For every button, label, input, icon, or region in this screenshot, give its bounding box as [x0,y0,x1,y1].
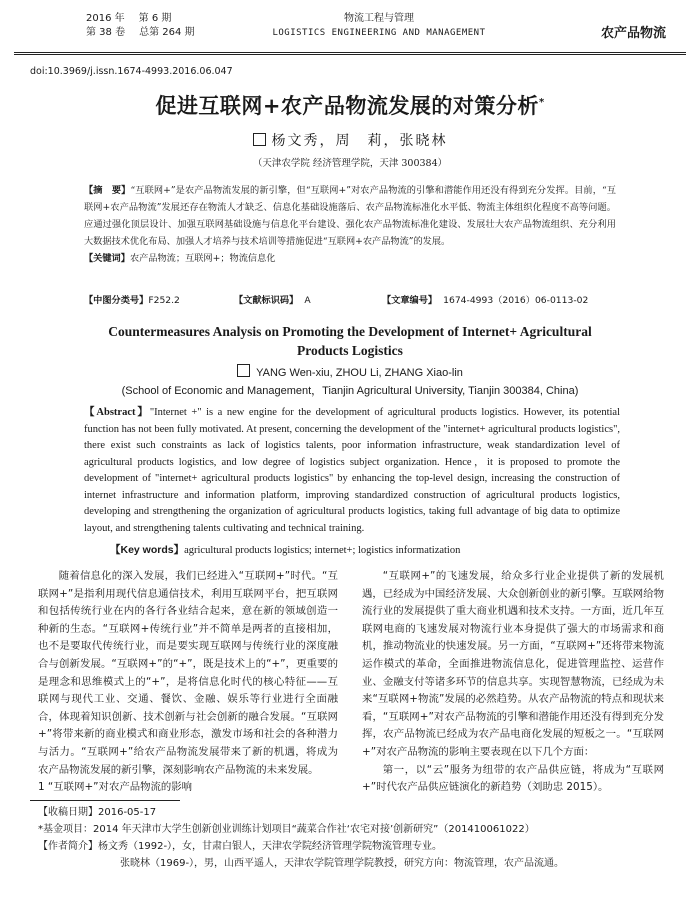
title-cn-text: 促进互联网+农产品物流发展的对策分析 [155,94,539,118]
abstract-en-text: "Internet +" is a new engine for the development of agricultural products logistics. However, its potential function has not been fully motivated. At present, concerning the development of the "internet+ agricultural products logistics", there exist such constraints as lack of logistics talents, poor information infrastructure, weak standardization level of agricultural products logistics, and low degree of logistics subject organization. Hence，it is proposed to promote the development of "internet+ agricultural products logistics" by enhancing the top-level design, increasing the construction of internet infrastructure and information platform, improving standardized construction of agricultural products logistics, developing and strengthening the organization of agricultural products logistics, taking full advantage of big data to optimize layout, and strengthening talents cultivating and technical training. [84,407,620,534]
header-rule-second [14,54,686,55]
body-paragraph: 第一，以“云”服务为纽带的农产品供应链，将成为“互联网+”时代农产品供应链演化的新趋势（刘助忠 2015）。 [362,763,664,794]
keywords-en-label: 【Key words】 [110,544,185,556]
article-label: 【文章编号】 [382,295,438,306]
affiliation-cn: （天津农学院 经济管理学院，天津 300384） [252,158,448,169]
footnotes [38,804,670,872]
article-value: 1674-4993（2016）06-0113-02 [443,295,589,306]
issue-total: 总第 264 期 [139,27,195,38]
clc-label: 【中图分类号】 [84,295,149,306]
checkbox-square-icon [253,133,266,146]
fund-note: *基金项目：2014 年天津市大学生创新创业训练计划项目“蔬菜合作社‘农宅对接’创新研究”（201410061022） [38,824,535,835]
keywords-cn [84,250,616,267]
abstract-cn [84,182,616,267]
title-footnote-mark: * [538,97,545,108]
doc-code [234,292,311,306]
abstract-en-label: 【Abstract】 [84,407,150,418]
journal-name-cn: 物流工程与管理 [344,13,414,24]
checkbox-square-icon [237,364,250,377]
article-title-cn [0,90,700,120]
abstract-cn-body [84,182,616,250]
body-paragraph: 随着信息化的深入发展，我们已经进入“互联网+”时代。“互联网+”是指利用现代信息通信技术，利用互联网平台，把互联网和包括传统行业在内的各行各业结合起来，意在新的领域创造一种新的生态。“互联网+传统行业”并不简单是两者的直接相加，也不是要取代传统行业，而是要实现互联网与传统行业的深度融合与创新发展。“互联网+”的“+”，既是技术上的“+”，更重要的是理念和思维模式上的“+”，是将信息化时代的核心特征——互联网与现代工业、交通、餐饮、金融、娱乐等行业进行全面融合，体现着知识创新、技术创新与社会创新的融合发展。“互联网+”将带来新的商业模式和商业形态，激发市场和社会的各种潜力与活力。“互联网+”给农产品物流发展带来了新的机遇，将成为农产品物流发展的新引擎，深刻影响农产品物流的未来发展。 [38,570,338,776]
abstract-en [84,405,620,537]
authors-en-text: YANG Wen-xiu, ZHOU Li, ZHANG Xiao-lin [256,367,463,379]
header-rule [14,52,686,53]
issue-info [86,12,195,40]
keywords-cn-text: 农产品物流；互联网+；物流信息化 [129,253,276,264]
journal-name-en: LOGISTICS ENGINEERING AND MANAGEMENT [272,28,486,38]
authors-cn [0,130,700,150]
running-header [14,8,686,48]
journal-name [264,12,494,40]
footnote-rule [30,800,180,801]
abstract-cn-label: 【摘 要】 [84,185,131,196]
authors-cn-text: 杨文秀，周 莉，张晓林 [271,133,448,149]
doc-label: 【文献标识码】 [234,295,299,306]
keywords-en-text: agricultural products logistics; internet+; logistics informatization [184,545,461,556]
issue-year: 2016 年 [86,13,125,24]
section-name: 农产品物流 [600,26,666,41]
author-bio: 【作者简介】杨文秀（1992-），女，甘肃白银人，天津农学院经济管理学院物流管理专业。 [38,841,443,852]
body-paragraph: “互联网+”的飞速发展，给众多行业企业提供了新的发展机遇，已经成为中国经济发展、大众创新创业的新引擎。互联网给物流行业的发展提供了重大商业机遇和技术支持。一方面，近几年互联网电商的飞速发展对物流行业本身提供了强大的市场需求和商机，推动物流业的快速发展。另一方面，“互联网+”还将带来物流运作模式的革命，全面推进物流信息化，促进管理监控、运营作业、金融支付等诸多环节的信息共享。实现智慧物流，已经成为未来“互联网+物流”发展的必然趋势。从农产品物流的特点和现状来看，“互联网+”对农产品物流的引擎和潜能作用还没有得到充分发挥，农产品物流已经成为农产品电商化发展的短板之一。“互联网+”对农产品物流的影响主要表现在以下几个方面： [362,570,664,758]
doc-value: A [304,295,311,306]
keywords-en [110,542,620,557]
section-heading: 1 “互联网+”对农产品物流的影响 [38,781,193,794]
doi: doi:10.3969/j.issn.1674-4993.2016.06.047 [30,66,233,77]
clc-value: F252.2 [148,295,180,306]
article-code [382,292,588,306]
body-column-right [362,568,664,797]
received-date: 【收稿日期】2016-05-17 [38,807,157,818]
issue-number: 第 6 期 [138,13,172,24]
keywords-cn-label: 【关键词】 [84,253,130,264]
affiliation-en: (School of Economic and Management，Tianjin Agricultural University, Tianjin 300384, China) [121,385,579,397]
author-bio: 张晓林（1969-），男，山西平遥人，天津农学院管理学院教授，研究方向：物流管理，农产品流通。 [120,858,565,869]
abstract-cn-text: “互联网+”是农产品物流发展的新引擎，但“互联网+”对农产品物流的引擎和潜能作用还没有得到充分发挥。目前，“互联网+农产品物流”发展还存在物流人才缺乏、信息化基础设施落后、农产品物流标准化水平低、物流主体组织化程度不高等问题。应通过强化顶层设计、加强互联网基础设施与信息化平台建设、强化农产品物流标准化建设、发展壮大农产品物流组织、充分利用大数据技术优化布局、加强人才培养与技术培训等措施促进“互联网+农产品物流”的发展。 [84,185,616,247]
issue-volume: 第 38 卷 [86,27,126,38]
article-title-en: Countermeasures Analysis on Promoting the Development of Internet+ Agricultural Products Logistics [108,324,592,358]
authors-en [0,364,700,379]
clc-code [84,292,180,306]
body-column-left [38,568,338,797]
